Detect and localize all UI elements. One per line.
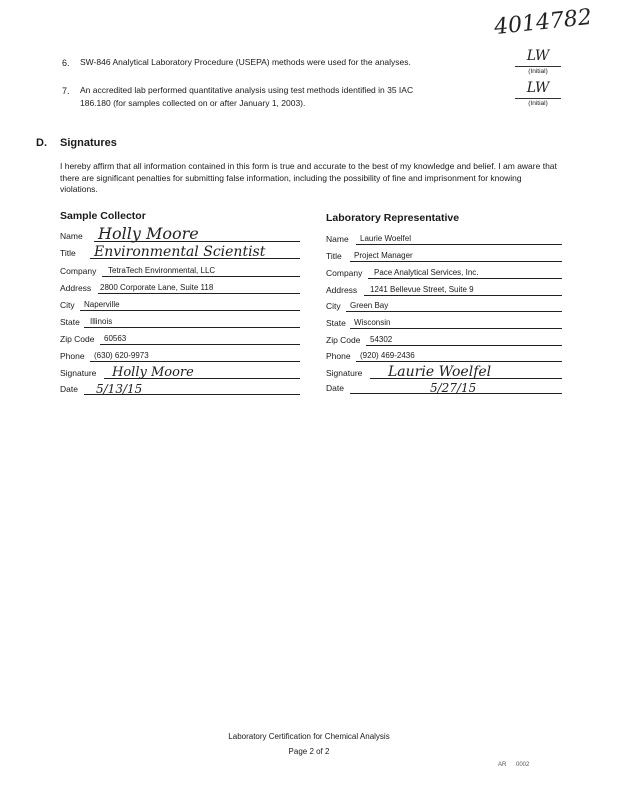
- footer-code-prefix: AR: [498, 762, 507, 768]
- collector-company-label: Company: [60, 266, 97, 276]
- lab-address-label: Address: [326, 285, 358, 295]
- lab-signature-value: Laurie Woelfel: [388, 364, 492, 380]
- collector-state-row: [60, 315, 300, 329]
- lab-city-row: [326, 299, 562, 313]
- collector-zip-row: [60, 332, 300, 346]
- lab-company-row: [326, 266, 562, 280]
- collector-company-row: [60, 264, 300, 278]
- lab-city-label: City: [326, 301, 341, 311]
- lab-state-label: State: [326, 318, 346, 328]
- lab-date-label: Date: [326, 383, 344, 393]
- lab-state-line: [350, 328, 562, 329]
- collector-address-line: [98, 293, 300, 294]
- collector-address-row: [60, 281, 300, 295]
- collector-city-line: [80, 310, 300, 311]
- collector-name-label: Name: [60, 231, 83, 241]
- lab-zip-line: [366, 345, 562, 346]
- lab-name-value: Laurie Woelfel: [360, 234, 411, 243]
- collector-state-value: Illinois: [90, 317, 113, 326]
- lab-title-line: [350, 261, 562, 262]
- collector-date-label: Date: [60, 384, 78, 394]
- item-7-initial-label: (Initial): [528, 100, 548, 107]
- collector-heading: Sample Collector: [60, 210, 146, 222]
- lab-state-row: [326, 316, 562, 330]
- lab-phone-label: Phone: [326, 351, 351, 361]
- item-6-initial-label: (Initial): [528, 68, 548, 75]
- lab-phone-line: [356, 361, 562, 362]
- collector-title-value: Environmental Scientist: [94, 244, 266, 260]
- collector-signature-label: Signature: [60, 368, 97, 378]
- collector-state-label: State: [60, 317, 80, 327]
- collector-zip-label: Zip Code: [60, 334, 95, 344]
- item-6-number: 6.: [62, 58, 70, 68]
- lab-heading: Laboratory Representative: [326, 212, 460, 224]
- item-6-text: SW-846 Analytical Laboratory Procedure (USEPA) methods were used for the analyses.: [80, 57, 411, 67]
- collector-date-value: 5/13/15: [96, 382, 143, 396]
- collector-name-value: Holly Moore: [98, 224, 199, 243]
- lab-title-row: [326, 249, 562, 263]
- lab-company-value: Pace Analytical Services, Inc.: [374, 268, 479, 277]
- lab-company-line: [368, 278, 562, 279]
- collector-signature-value: Holly Moore: [112, 365, 194, 380]
- collector-title-row: [60, 246, 300, 260]
- collector-city-label: City: [60, 300, 75, 310]
- lab-title-label: Title: [326, 251, 342, 261]
- item-6-initial-mark: LW: [526, 48, 550, 64]
- collector-signature-row: [60, 366, 300, 380]
- footer-page-number: Page 2 of 2: [288, 747, 330, 756]
- lab-address-line: [364, 295, 562, 296]
- document-number: 4014782: [492, 4, 594, 41]
- section-letter: D.: [36, 137, 47, 149]
- collector-company-value: TetraTech Environmental, LLC: [108, 266, 216, 275]
- lab-zip-value: 54302: [370, 335, 393, 344]
- item-7-text-line-2: 186.180 (for samples collected on or after January 1, 2003).: [80, 98, 306, 108]
- collector-address-label: Address: [60, 283, 92, 293]
- lab-name-label: Name: [326, 234, 349, 244]
- lab-zip-row: [326, 333, 562, 347]
- lab-address-row: [326, 283, 562, 297]
- lab-name-line: [356, 244, 562, 245]
- collector-company-line: [102, 276, 300, 277]
- item-6-initial-line: [515, 66, 561, 67]
- collector-address-value: 2800 Corporate Lane, Suite 118: [100, 283, 214, 292]
- lab-company-label: Company: [326, 268, 363, 278]
- lab-date-value: 5/27/15: [430, 381, 477, 395]
- collector-city-row: [60, 298, 300, 312]
- collector-title-label: Title: [60, 248, 76, 258]
- lab-title-value: Project Manager: [354, 251, 413, 260]
- lab-city-line: [346, 311, 562, 312]
- collector-phone-row: [60, 349, 300, 363]
- lab-zip-label: Zip Code: [326, 335, 361, 345]
- lab-state-value: Wisconsin: [354, 318, 391, 327]
- item-7-initial-line: [515, 98, 561, 99]
- collector-state-line: [84, 327, 300, 328]
- collector-name-row: [60, 224, 300, 243]
- collector-date-row: [60, 382, 300, 396]
- collector-phone-value: (630) 620-9973: [94, 351, 149, 360]
- lab-phone-value: (920) 469-2436: [360, 351, 415, 360]
- item-7-initial-mark: LW: [526, 80, 550, 96]
- lab-date-row: [326, 381, 562, 395]
- collector-phone-line: [90, 361, 300, 362]
- lab-signature-label: Signature: [326, 368, 363, 378]
- collector-zip-line: [100, 344, 300, 345]
- lab-address-value: 1241 Bellevue Street, Suite 9: [370, 285, 474, 294]
- lab-city-value: Green Bay: [350, 301, 389, 310]
- item-7-number: 7.: [62, 86, 70, 96]
- lab-signature-row: [326, 366, 562, 380]
- collector-zip-value: 60563: [104, 334, 127, 343]
- footer-form-title: Laboratory Certification for Chemical Analysis: [228, 732, 390, 741]
- collector-phone-label: Phone: [60, 351, 85, 361]
- section-title: Signatures: [60, 137, 117, 149]
- lab-phone-row: [326, 349, 562, 363]
- item-7-text-line-1: An accredited lab performed quantitative analysis using test methods identified in 35 IAC: [80, 85, 414, 95]
- affirmation-paragraph: I hereby affirm that all information contained in this form is true and accurate to the best of my knowledge and belief. I am aware that there are significant penalties for submitting false information, including the possibility of fine and imprisonment for knowing violations.: [60, 161, 557, 194]
- lab-name-row: [326, 232, 562, 246]
- footer-code-number: 0002: [516, 762, 530, 768]
- collector-city-value: Naperville: [84, 300, 120, 309]
